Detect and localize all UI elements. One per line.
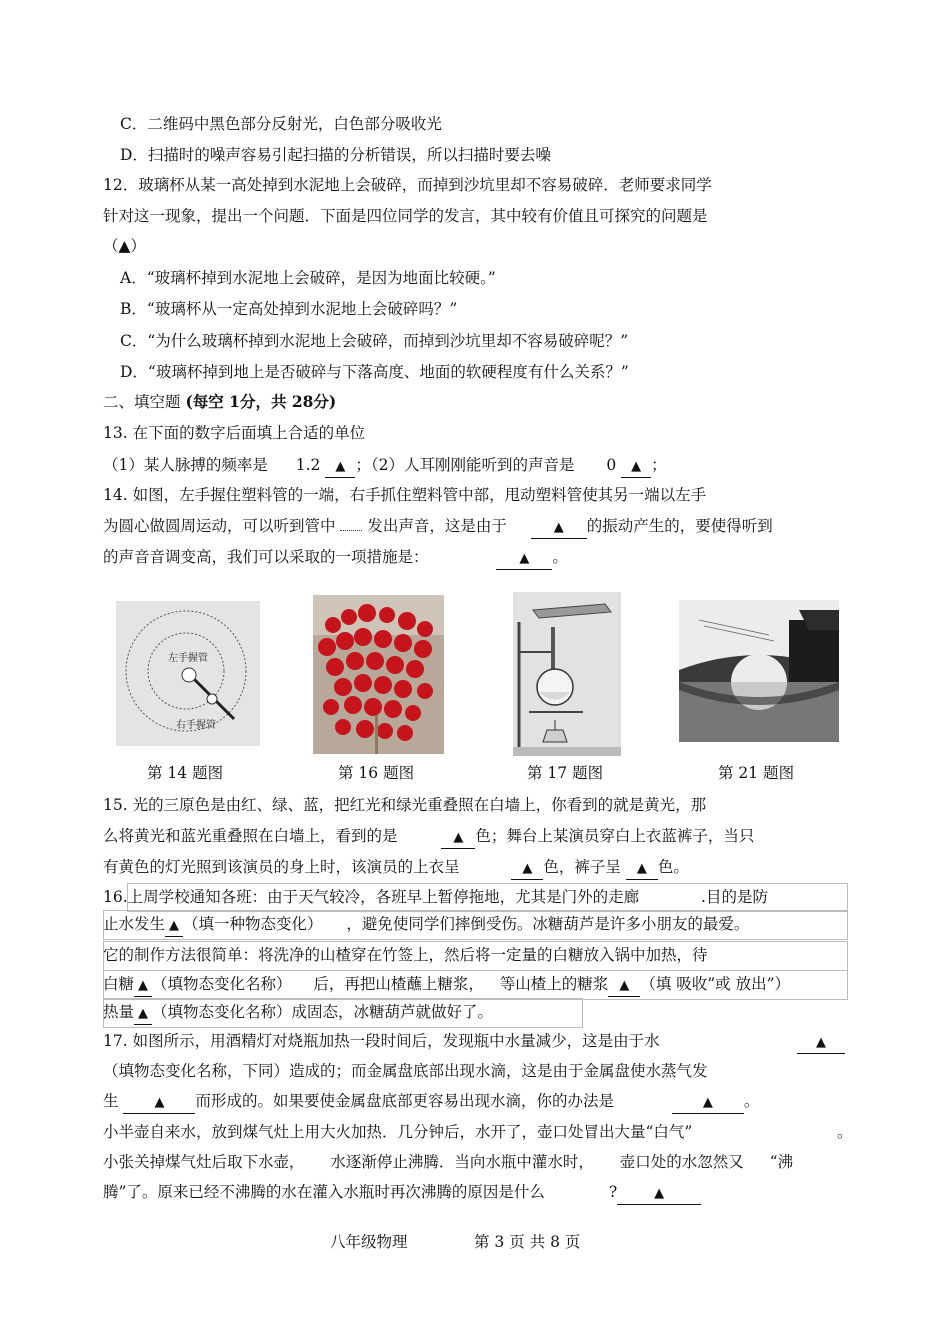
q14-stem-line3: [103, 547, 568, 570]
q13-value1: 1.2: [295, 456, 321, 474]
q13-end: ；: [651, 456, 667, 474]
q16-text-e: ，避免使同学们摔倒受伤。冰糖葫芦是许多小朋友的最爱。: [346, 915, 750, 933]
q16-text-h: 后，再把山楂蘸上糖浆，: [313, 975, 484, 993]
q16-stem-line4: [103, 974, 790, 997]
section-title-main: 二、填空题: [103, 393, 186, 411]
q17-stem-line4: 小半壶自来水，放到煤气灶上用大火加热．几分钟后，水开了，壶口处冒出大量“白气”: [103, 1123, 693, 1141]
q17-text-c: 。: [743, 1092, 760, 1110]
q14-text-b: 发出声音，这是由于: [367, 517, 507, 535]
figure-14-caption: 第 14 题图: [147, 764, 224, 782]
q16-blank4: ▲: [134, 1004, 152, 1025]
q16-text-l: （填物态变化名称）成固态，冰糖葫芦就做好了。: [152, 1003, 494, 1021]
q14-stem-line1: 14. 如图，左手握住塑料管的一端，右手抓住塑料管中部，甩动塑料管使其另一端以左手: [103, 486, 707, 504]
q14-blank1: ▲: [531, 518, 587, 539]
q16-blank1: ▲: [165, 916, 183, 937]
q16-stem-line2: [103, 914, 749, 937]
q15-text-c: 有黄色的灯光照到该演员的身上时，该演员的上衣呈: [103, 858, 460, 876]
q17-stem-line6: [103, 1182, 701, 1205]
stone-bridge-photo: [679, 600, 839, 742]
q12-option-a: A．“玻璃杯掉到水泥地上会破碎，是因为地面比较硬。”: [120, 269, 496, 287]
q17-blank3: ▲: [672, 1093, 744, 1114]
q14-text-a: 为圆心做圆周运动，可以听到管中: [103, 517, 336, 535]
q16-blank2: ▲: [134, 976, 152, 997]
q16-text-j: （填 吸收”或 放出”）: [640, 975, 791, 993]
flask-apparatus-photo: [513, 592, 621, 756]
q13-stem: 13. 在下面的数字后面填上合适的单位: [103, 424, 366, 442]
q14-text-c: 的振动产生的，要使得听到: [586, 517, 773, 535]
q16-stem-line5: [103, 1002, 493, 1025]
candied-hawthorn-photo: [313, 595, 444, 754]
q12-option-c: C．“为什么玻璃杯掉到水泥地上会破碎，而掉到沙坑里却不容易破碎呢？”: [120, 332, 629, 350]
q17-text-a: 生: [103, 1092, 119, 1110]
q16-text-i: 等山楂上的糖浆: [499, 975, 609, 993]
q17-text-i: ?: [608, 1183, 618, 1201]
q17-text-g: “沸: [769, 1153, 794, 1171]
section-title-points: (每空 1分，共 28分): [185, 392, 337, 411]
q15-text-a: 么将黄光和蓝光重叠照在白墙上，看到的是: [103, 827, 398, 845]
q17-stem-line3: [103, 1091, 759, 1114]
q16-blank3: ▲: [608, 976, 640, 997]
q17-text-h: 腾”了。原来已经不沸腾的水在灌入水瓶时再次沸腾的原因是什么: [103, 1183, 545, 1201]
q15-blank1: ▲: [441, 828, 475, 849]
q16-text-f: 白糖: [103, 975, 135, 993]
q17-stem-line2: （填物态变化名称，下同）造成的；而金属盘底部出现水滴，这是由于金属盘使水蒸气发: [103, 1062, 708, 1080]
q17-text-d: 小张关掉煤气灶后取下水壶，: [103, 1153, 305, 1171]
figure-14-image: [116, 601, 260, 746]
q15-blank2: ▲: [511, 859, 543, 880]
section-title: [103, 392, 336, 412]
figure-17-image: [513, 592, 621, 756]
q17-line4-end: 。: [837, 1123, 853, 1141]
q17-blank2: ▲: [123, 1093, 195, 1114]
q16-text-a: 上周学校通知各班：由于天气较冷，各班早上暂停拖地，尤其是门外的走廊: [127, 888, 640, 906]
q14-text-d: 的声音音调变高，我们可以采取的一项措施是：: [103, 548, 429, 566]
q12-option-b: B．“玻璃杯从一定高处掉到水泥地上会破碎吗？”: [120, 300, 458, 318]
footer-subject: 八年级物理: [330, 1233, 408, 1251]
q14-blank2: ▲: [496, 549, 552, 570]
q13-line2: [103, 455, 667, 478]
q14-text-e: 。: [552, 548, 568, 566]
q12-stem-line2: 针对这一现象，提出一个问题．下面是四位同学的发言，其中较有价值且可探究的问题是: [103, 207, 708, 225]
q13-blank1: ▲: [325, 457, 355, 478]
q15-text-b: 色；舞台上某演员穿白上衣蓝裤子，当只: [475, 827, 755, 845]
q12-option-d: D．“玻璃杯掉到地上是否破碎与下落高度、地面的软硬程度有什么关系？”: [120, 363, 629, 381]
q15-stem-line1: 15. 光的三原色是由红、绿、蓝，把红光和绿光重叠照在白墙上，你看到的就是黄光，那: [103, 796, 707, 814]
figure-16-image: [313, 595, 444, 754]
q13-value2: 0: [606, 456, 617, 474]
q16-text-g: （填物态变化名称）: [152, 975, 292, 993]
q13-separator: ；（2）人耳刚刚能听到的声音是: [355, 456, 575, 474]
q15-stem-line3: [103, 857, 689, 880]
q15-blank3: ▲: [626, 859, 658, 880]
figure-14-diagram: [116, 601, 260, 746]
q17-blank1-wrap: [797, 1031, 845, 1054]
q11-option-c: C．二维码中黑色部分反射光，白色部分吸收光: [120, 115, 442, 133]
q16-text-d: （填一种物态变化）: [183, 915, 323, 933]
q17-text-f: 壶口处的水忽然又: [619, 1153, 744, 1171]
figure-21-caption: 第 21 题图: [718, 764, 795, 782]
figure-14-left-label: 左手握管: [168, 653, 208, 664]
q16-text-c: 止水发生: [103, 915, 166, 933]
q17-stem-line5: [103, 1152, 793, 1172]
q14-stem-line2: [103, 516, 773, 539]
footer-page-number: 第 3 页 共 8 页: [474, 1233, 581, 1251]
q17-text-e: 水逐渐停止沸腾．当向水瓶中灌水时，: [330, 1153, 594, 1171]
q15-text-e: 色。: [657, 858, 689, 876]
q16-text-b: .目的是防: [701, 888, 768, 906]
q17-stem-line1: 17. 如图所示，用酒精灯对烧瓶加热一段时间后，发现瓶中水量减少，这是由于水: [103, 1032, 660, 1050]
q17-blank1: ▲: [797, 1033, 845, 1054]
q16-stem-line3: 它的制作方法很简单：将洗净的山楂穿在竹签上，然后将一定量的白糖放入锅中加热，待: [103, 946, 708, 964]
q13-part1: （1）某人脉搏的频率是: [103, 456, 268, 474]
figure-14-right-label: 右手握管: [176, 720, 216, 731]
q16-stem-line1: [103, 887, 768, 907]
q11-option-d: D．扫描时的噪声容易引起扫描的分析错误，所以扫描时要去噪: [120, 146, 551, 164]
figure-21-image: [679, 600, 839, 742]
figure-17-caption: 第 17 题图: [527, 764, 604, 782]
q13-blank2: ▲: [621, 457, 651, 478]
q12-answer-blank: （▲）: [103, 237, 146, 255]
q17-text-b: 而形成的。如果要使金属盘底部更容易出现水滴，你的办法是: [195, 1092, 614, 1110]
q17-blank4: ▲: [617, 1184, 701, 1205]
q16-number: 16.: [103, 888, 128, 906]
q15-stem-line2: [103, 826, 754, 849]
q16-text-k: 热量: [103, 1003, 135, 1021]
figure-16-caption: 第 16 题图: [338, 764, 415, 782]
q12-stem-line1: 12．玻璃杯从某一高处掉到水泥地上会破碎，而掉到沙坑里却不容易破碎．老师要求同学: [103, 176, 712, 194]
q15-text-d: 色，裤子呈: [543, 858, 621, 876]
